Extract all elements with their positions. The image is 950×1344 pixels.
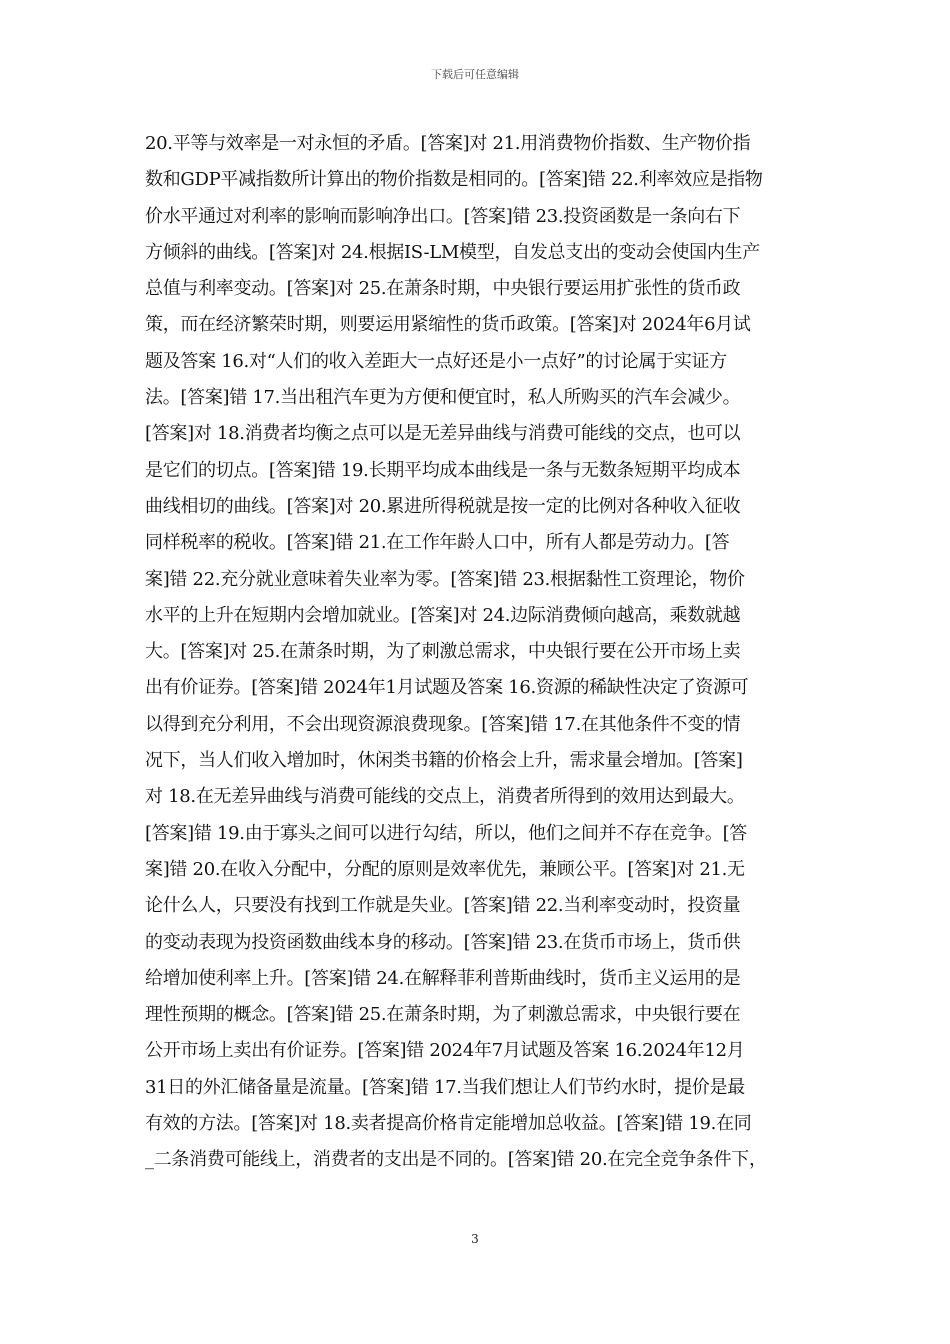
body-line: 有效的方法。[答案]对 18.卖者提高价格肯定能增加总收益。[答案]错 19.在同	[145, 1113, 752, 1135]
body-line: 的变动表现为投资函数曲线本身的移动。[答案]错 23.在货币市场上，货币供	[145, 931, 741, 953]
body-line: [答案]对 18.消费者均衡之点可以是无差异曲线与消费可能线的交点，也可以	[145, 423, 741, 445]
body-line: 是它们的切点。[答案]错 19.长期平均成本曲线是一条与无数条短期平均成本	[145, 459, 741, 481]
body-line: 总值与利率变动。[答案]对 25.在萧条时期，中央银行要运用扩张性的货币政	[145, 278, 741, 300]
body-line: _二条消费可能线上，消费者的支出是不同的。[答案]错 20.在完全竞争条件下，	[145, 1149, 767, 1171]
body-line: 况下，当人们收入增加时，休闲类书籍的价格会上升，需求量会增加。[答案]	[145, 750, 743, 772]
body-line: 数和GDP平减指数所计算出的物价指数是相同的。[答案]错 22.利率效应是指物	[145, 169, 763, 191]
body-line: 案]错 20.在收入分配中，分配的原则是效率优先，兼顾公平。[答案]对 21.无	[145, 858, 745, 880]
body-line: 给增加使利率上升。[答案]错 24.在解释菲利普斯曲线时，货币主义运用的是	[145, 967, 741, 989]
body-line: 题及答案 16.对“人们的收入差距大一点好还是小一点好”的讨论属于实证方	[145, 350, 727, 372]
body-line: 价水平通过对利率的影响而影响净出口。[答案]错 23.投资函数是一条向右下	[145, 205, 741, 227]
body-line: 对 18.在无差异曲线与消费可能线的交点上，消费者所得到的效用达到最大。	[145, 786, 745, 808]
body-line: 案]错 22.充分就业意味着失业率为零。[答案]错 23.根据黏性工资理论，物价	[145, 568, 745, 590]
body-line: 20.平等与效率是一对永恒的矛盾。[答案]对 21.用消费物价指数、生产物价指	[145, 133, 751, 154]
page-header: 下载后可任意编辑	[431, 68, 519, 81]
body-line: 理性预期的概念。[答案]错 25.在萧条时期，为了刺激总需求，中央银行要在	[145, 1004, 741, 1026]
body-line: 曲线相切的曲线。[答案]对 20.累进所得税就是按一定的比例对各种收入征收	[145, 495, 741, 517]
body-line: 大。[答案]对 25.在萧条时期，为了刺激总需求，中央银行要在公开市场上卖	[145, 641, 741, 663]
body-line: 论什么人，只要没有找到工作就是失业。[答案]错 22.当利率变动时，投资量	[145, 895, 741, 917]
body-line: 公开市场上卖出有价证券。[答案]错 2024年7月试题及答案 16.2024年12月	[145, 1040, 745, 1062]
body-line: 策，而在经济繁荣时期，则要运用紧缩性的货币政策。[答案]对 2024年6月试	[145, 314, 751, 336]
body-line: 31日的外汇储备量是流量。[答案]错 17.当我们想让人们节约水时，提价是最	[145, 1076, 745, 1098]
body-line: 出有价证券。[答案]错 2024年1月试题及答案 16.资源的稀缺性决定了资源可	[145, 677, 749, 699]
body-line: 水平的上升在短期内会增加就业。[答案]对 24.边际消费倾向越高，乘数就越	[145, 604, 741, 626]
body-line: 以得到充分利用，不会出现资源浪费现象。[答案]错 17.在其他条件不变的情	[145, 713, 741, 735]
page-number: 3	[471, 1232, 479, 1246]
body-line: 方倾斜的曲线。[答案]对 24.根据IS-LM模型，自发总支出的变动会使国内生产	[145, 241, 760, 263]
document-body	[145, 126, 813, 1179]
body-line: 法。[答案]错 17.当出租汽车更为方便和便宜时，私人所购买的汽车会减少。	[145, 387, 741, 409]
body-line: 同样税率的税收。[答案]错 21.在工作年龄人口中，所有人都是劳动力。[答	[145, 532, 730, 554]
body-line: [答案]错 19.由于寡头之间可以进行勾结，所以，他们之间并不存在竞争。[答	[145, 822, 748, 844]
